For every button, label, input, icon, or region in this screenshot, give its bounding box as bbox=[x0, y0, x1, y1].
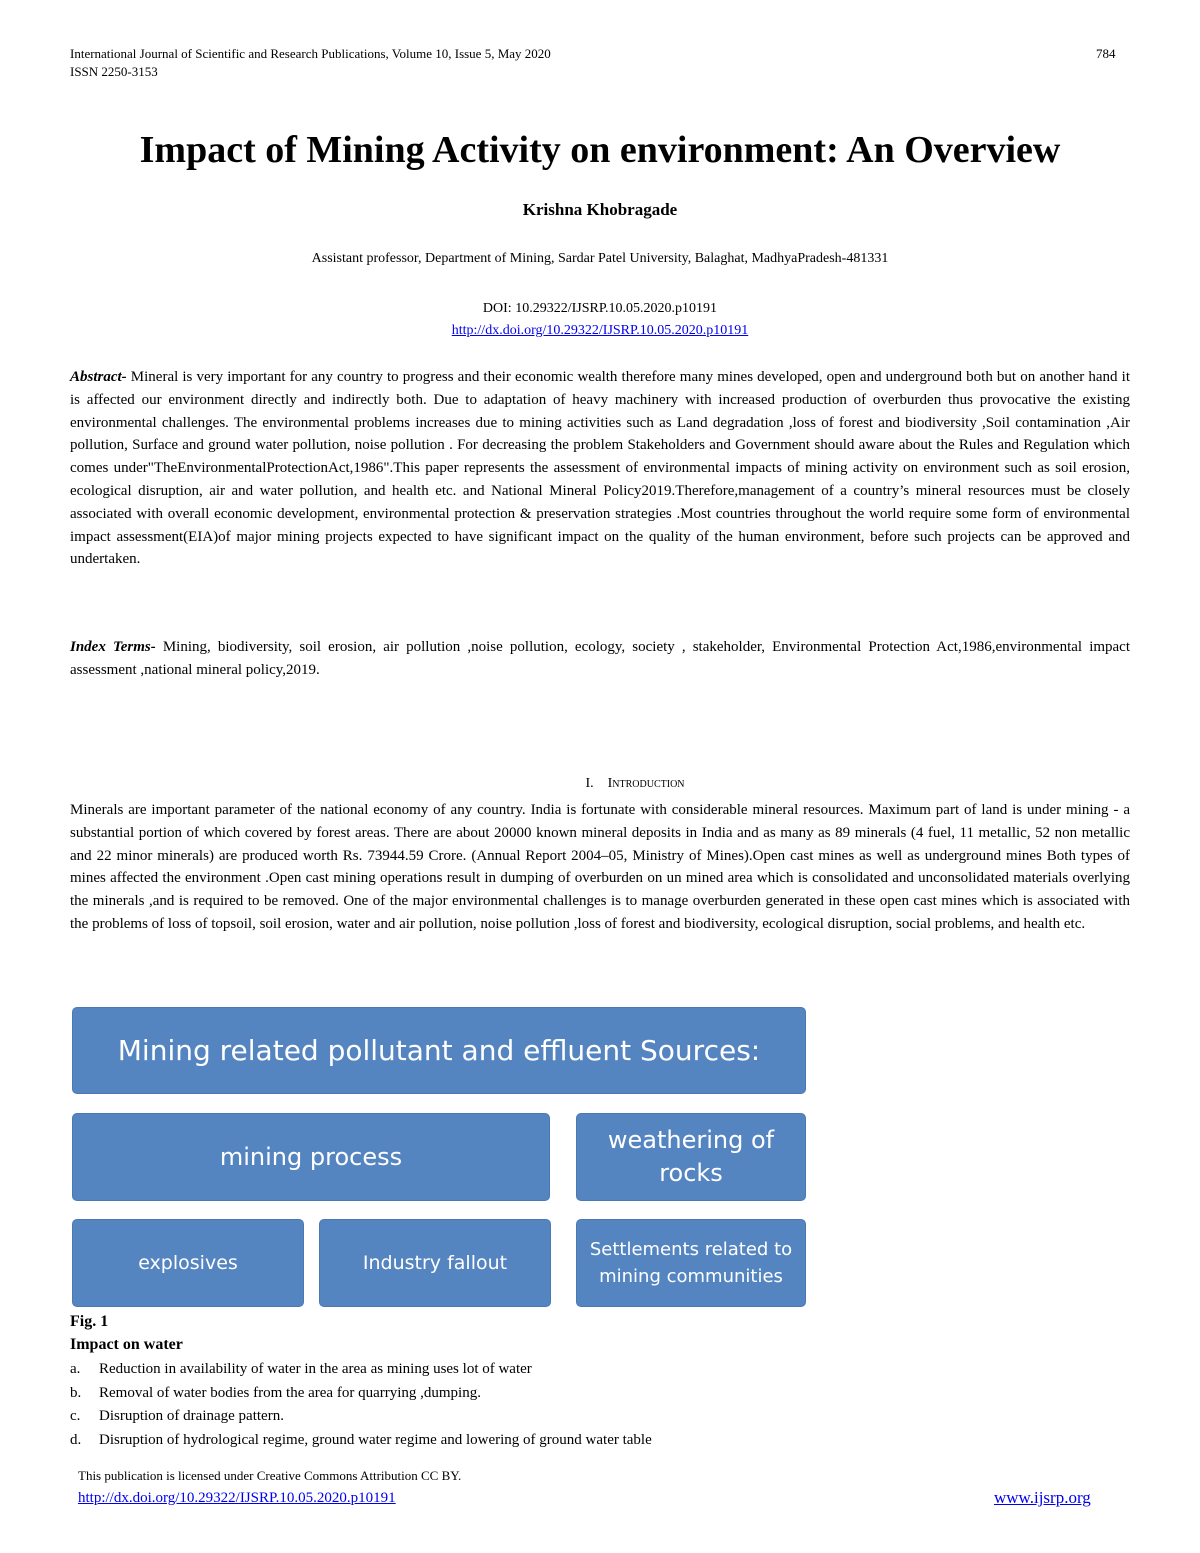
author-affiliation: Assistant professor, Department of Mining, Sardar Patel University, Balaghat, MadhyaPradesh-481331 bbox=[311, 251, 889, 266]
doi-link-row bbox=[0, 322, 1200, 340]
list-item-text: Reduction in availability of water in the area as mining uses lot of water bbox=[99, 1361, 532, 1377]
weathering-box bbox=[576, 1113, 806, 1201]
settlements-label: Settlements related to mining communities bbox=[589, 1239, 793, 1287]
index-terms-text: Mining, biodiversity, soil erosion, air pollution ,noise pollution, ecology, society , stakeholder, Environmental Protection Act,1986,environmental impact assessment ,national mineral policy,2019. bbox=[70, 639, 1131, 678]
list-item-text: Disruption of drainage pattern. bbox=[99, 1408, 284, 1424]
settlements-box bbox=[576, 1219, 806, 1307]
journal-header: International Journal of Scientific and Research Publications, Volume 10, Issue 5, May 2020 bbox=[70, 46, 551, 61]
list-item bbox=[70, 1383, 481, 1403]
index-terms-label: Index Terms- bbox=[70, 639, 156, 655]
figure-caption: Fig. 1 bbox=[70, 1313, 109, 1330]
index-terms bbox=[70, 636, 1130, 682]
paper-title: Impact of Mining Activity on environment: An Overview bbox=[139, 129, 1061, 171]
license-notice: This publication is licensed under Creative Commons Attribution CC BY. bbox=[78, 1468, 462, 1483]
abstract bbox=[70, 366, 1130, 571]
list-item bbox=[70, 1406, 284, 1426]
abstract-label: Abstract- bbox=[70, 369, 127, 385]
doi-link[interactable]: http://dx.doi.org/10.29322/IJSRP.10.05.2020.p10191 bbox=[451, 323, 749, 338]
explosives-box bbox=[72, 1219, 304, 1307]
abstract-text: Mineral is very important for any country to progress and their economic wealth therefore many mines developed, open and underground both but on another hand it is affected our environment directly and indirectly both. Due to adaptation of heavy machinery with increased production of overburden thus provocative the existing environmental challenges. The environmental problems increases due to mining activities such as Land degradation ,loss of forest and biodiversity ,Soil contamination ,Air pollution, Surface and ground water pollution, noise pollution . For decreasing the problem Stakeholders and Government should aware about the Rules and Regulation which comes under"TheEnvironmentalProtectionAct,1986".This paper represents the assessment of environmental impacts of mining activity on environment such as soil erosion, ecological disruption, air and water pollution, and health etc. and National Mineral Policy2019.Therefore,management of a country’s mineral resources must be closely associated with overall economic development, environmental protection & preservation strategies .Most countries throughout the world require some form of environmental impact assessment(EIA)of major mining projects expected to have significant impact on the quality of the human environment, before such projects can be approved and undertaken. bbox=[70, 369, 1130, 568]
industry-fallout-box bbox=[319, 1219, 551, 1307]
list-item-text: Disruption of hydrological regime, ground water regime and lowering of ground water table bbox=[99, 1432, 652, 1448]
footer-site-row bbox=[994, 1489, 1091, 1507]
list-marker: c. bbox=[70, 1408, 81, 1424]
industry-fallout-label: Industry fallout bbox=[362, 1252, 508, 1274]
list-item bbox=[70, 1359, 532, 1379]
figure-title-box bbox=[72, 1007, 806, 1094]
section-number: I. bbox=[585, 776, 594, 791]
impact-on-water-heading: Impact on water bbox=[70, 1336, 183, 1353]
figure-title: Mining related pollutant and effluent Sources: bbox=[117, 1034, 761, 1067]
mining-process-label: mining process bbox=[219, 1143, 403, 1171]
introduction-text: Minerals are important parameter of the national economy of any country. India is fortunate with considerable mineral resources. Maximum part of land is under mining - a substantial portion of which covered by forest areas. There are about 20000 known mineral deposits in India and as many as 89 minerals (4 fuel, 11 metallic, 52 non metallic and 22 minor minerals) are produced worth Rs. 73944.59 Crore. (Annual Report 2004–05, Ministry of Mines).Open cast mines as well as underground mines Both types of mines affected the environment .Open cast mining operations result in dumping of overburden on un mined area which is consolidated and unconsolidated materials overlying the minerals ,and is required to be removed. One of the major environmental challenges is to manage overburden generated in these open cast mines which is associated with the problems of loss of topsoil, soil erosion, water and air pollution, noise pollution ,loss of forest and biodiversity, ecological disruption, social problems, and health etc. bbox=[70, 802, 1130, 932]
list-marker: a. bbox=[70, 1361, 81, 1377]
author-name: Krishna Khobragade bbox=[522, 200, 678, 219]
list-item bbox=[70, 1430, 652, 1450]
list-marker: d. bbox=[70, 1432, 82, 1448]
section-heading bbox=[0, 775, 1200, 793]
section-title: Introduction bbox=[607, 776, 685, 791]
footer-doi-link[interactable]: http://dx.doi.org/10.29322/IJSRP.10.05.2020.p10191 bbox=[78, 1490, 396, 1506]
issn-header: ISSN 2250-3153 bbox=[70, 64, 158, 79]
footer-doi-row bbox=[78, 1489, 396, 1507]
weathering-label: weathering of rocks bbox=[607, 1126, 775, 1187]
journal-site-link[interactable]: www.ijsrp.org bbox=[994, 1488, 1091, 1507]
explosives-label: explosives bbox=[138, 1252, 238, 1274]
list-marker: b. bbox=[70, 1385, 82, 1401]
mining-process-box bbox=[72, 1113, 550, 1201]
page-number: 784 bbox=[1096, 46, 1116, 61]
doi-text: DOI: 10.29322/IJSRP.10.05.2020.p10191 bbox=[482, 301, 718, 316]
list-item-text: Removal of water bodies from the area for quarrying ,dumping. bbox=[99, 1385, 481, 1401]
